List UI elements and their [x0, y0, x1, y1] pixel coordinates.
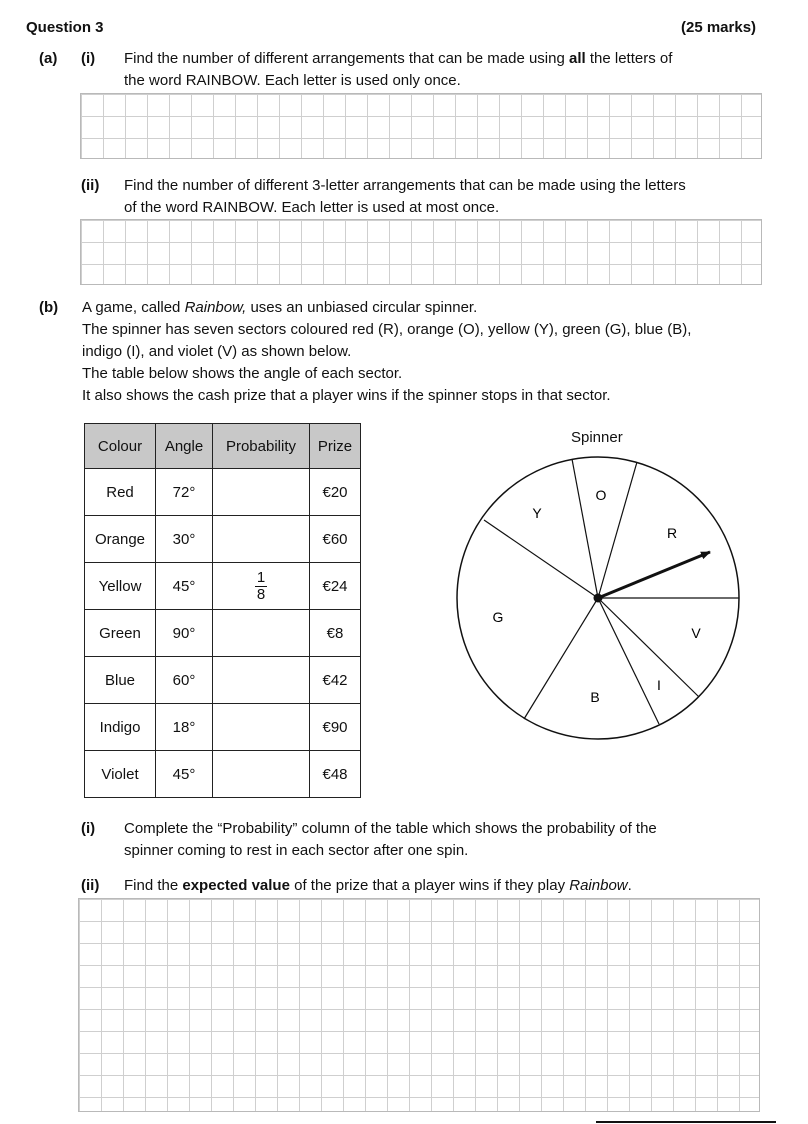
header-colour: Colour [85, 424, 156, 469]
part-a-label: (a) [39, 50, 58, 67]
cell-prize: €42 [310, 657, 361, 704]
footer-rule [596, 1121, 776, 1123]
table-row [85, 657, 361, 704]
table-row [85, 563, 361, 610]
spinner-diagram [448, 450, 748, 750]
part-b-ii-italic: Rainbow [569, 877, 628, 894]
answer-grid-b-ii[interactable] [78, 898, 760, 1112]
header-probability: Probability [213, 424, 310, 469]
cell-angle: 18° [156, 704, 213, 751]
table-header-row [85, 424, 361, 469]
part-b-ii-mid: of the prize that a player wins if they play [289, 877, 570, 894]
cell-prize: €90 [310, 704, 361, 751]
cell-prize: €48 [310, 751, 361, 798]
prize-table [84, 423, 361, 798]
cell-angle: 45° [156, 563, 213, 610]
part-b-intro-line3: indigo (I), and violet (V) as shown below. [82, 343, 352, 360]
cell-angle: 72° [156, 469, 213, 516]
part-b-ii-label: (ii) [81, 877, 100, 894]
label-violet: V [691, 625, 701, 641]
cell-colour: Violet [85, 751, 156, 798]
cell-probability [213, 563, 310, 610]
answer-grid-a-i[interactable] [80, 93, 762, 159]
part-b-intro-line4: The table below shows the angle of each sector. [82, 365, 403, 382]
part-b-intro-italic: Rainbow, [184, 299, 247, 316]
part-a-i-text-post: the letters of [585, 50, 673, 67]
cell-colour: Yellow [85, 563, 156, 610]
fraction-numerator: 1 [256, 568, 266, 586]
part-b-label: (b) [39, 299, 59, 316]
part-a-ii-text-line2: of the word RAINBOW. Each letter is used at most once. [124, 199, 500, 216]
table-row [85, 610, 361, 657]
part-a-i-text-bold: all [569, 50, 586, 67]
label-red: R [666, 525, 678, 541]
cell-probability[interactable] [213, 610, 310, 657]
label-indigo: I [657, 677, 661, 693]
cell-angle: 30° [156, 516, 213, 563]
cell-angle: 60° [156, 657, 213, 704]
part-b-i-label: (i) [81, 820, 96, 837]
cell-probability[interactable] [213, 751, 310, 798]
table-row [85, 516, 361, 563]
part-b-intro-line1 [82, 298, 477, 318]
table-row [85, 704, 361, 751]
part-a-i-text-line2: the word RAINBOW. Each letter is used only once. [124, 72, 461, 89]
cell-probability[interactable] [213, 657, 310, 704]
spinner-title: Spinner [571, 429, 623, 446]
part-b-i-text-line1: Complete the “Probability” column of the table which shows the probability of the [124, 820, 657, 837]
cell-prize: €20 [310, 469, 361, 516]
answer-grid-a-ii[interactable] [80, 219, 762, 285]
part-a-ii-text-line1: Find the number of different 3-letter arrangements that can be made using the letters [124, 177, 686, 194]
marks-label: (25 marks) [681, 19, 757, 36]
cell-probability[interactable] [213, 469, 310, 516]
table-row [85, 751, 361, 798]
question-title: Question 3 [26, 19, 104, 36]
part-a-ii-label: (ii) [81, 177, 100, 194]
part-b-intro-post: uses an unbiased circular spinner. [246, 299, 478, 316]
cell-angle: 90° [156, 610, 213, 657]
label-green: G [492, 609, 504, 625]
part-b-ii-pre: Find the [124, 877, 183, 894]
part-b-ii-bold: expected value [182, 877, 290, 894]
part-a-i-text-line1 [124, 49, 672, 69]
fraction-denominator: 8 [256, 585, 266, 603]
part-a-i-label: (i) [81, 50, 96, 67]
part-b-ii-post: . [627, 877, 632, 894]
header-prize: Prize [310, 424, 361, 469]
spinner-pivot [594, 594, 603, 603]
part-b-i-text-line2: spinner coming to rest in each sector after one spin. [124, 842, 469, 859]
header-angle: Angle [156, 424, 213, 469]
cell-probability[interactable] [213, 516, 310, 563]
cell-colour: Red [85, 469, 156, 516]
label-yellow: Y [532, 505, 542, 521]
part-b-intro-line5: It also shows the cash prize that a player wins if the spinner stops in that sector. [82, 387, 611, 404]
label-orange: O [595, 487, 607, 503]
part-b-ii-text [124, 876, 632, 896]
label-blue: B [590, 689, 600, 705]
cell-probability[interactable] [213, 704, 310, 751]
cell-colour: Orange [85, 516, 156, 563]
part-a-i-text-pre: Find the number of different arrangements that can be made using [124, 50, 569, 67]
part-b-intro-line2: The spinner has seven sectors coloured red (R), orange (O), yellow (Y), green (G), blue (B), [82, 321, 692, 338]
cell-prize: €8 [310, 610, 361, 657]
cell-prize: €60 [310, 516, 361, 563]
table-row [85, 469, 361, 516]
cell-prize: €24 [310, 563, 361, 610]
cell-colour: Blue [85, 657, 156, 704]
probability-fraction [255, 570, 267, 603]
cell-colour: Indigo [85, 704, 156, 751]
cell-colour: Green [85, 610, 156, 657]
cell-angle: 45° [156, 751, 213, 798]
part-b-intro-pre: A game, called [82, 299, 185, 316]
